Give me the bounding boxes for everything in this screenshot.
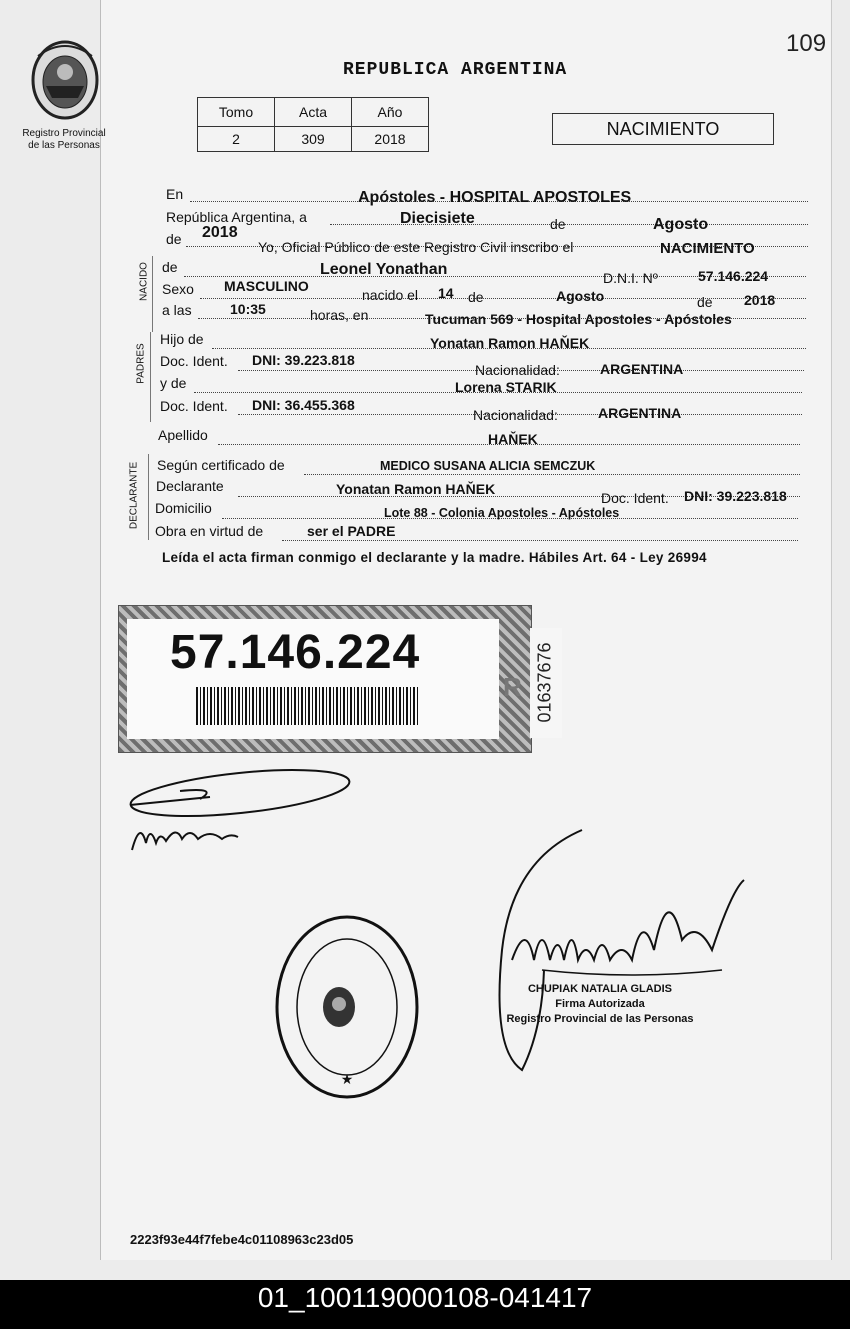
birth-year-value: 2018 — [744, 292, 776, 308]
relation-value: ser el PADRE — [307, 523, 396, 539]
surname-value: HAŇEK — [488, 431, 538, 447]
closing-text: Leída el acta firman conmigo el declarante y la madre. Hábiles Art. 64 - Ley 26994 — [162, 550, 707, 565]
label-nacido-el: nacido el — [362, 287, 419, 303]
address-value: Lote 88 - Colonia Apostoles - Apóstoles — [384, 506, 620, 520]
tomo-value: 2 — [198, 127, 275, 152]
barcode-icon — [196, 687, 420, 725]
dotted-line — [200, 298, 806, 299]
label-declarante: Declarante — [156, 478, 224, 494]
label-doc-ident-declarant: Doc. Ident. — [601, 490, 669, 506]
birth-month-value: Agosto — [556, 288, 605, 304]
mother-name-value: Lorena STARIK — [455, 379, 557, 395]
anio-header: Año — [352, 98, 429, 127]
dotted-line — [304, 474, 800, 475]
label-obra: Obra en virtud de — [155, 523, 264, 539]
section-divider — [150, 332, 151, 422]
sex-value: MASCULINO — [224, 278, 309, 294]
birth-day-value: 14 — [438, 285, 454, 301]
anio-value: 2018 — [352, 127, 429, 152]
svg-text:★: ★ — [340, 1071, 354, 1087]
section-label-nacido: NACIDO — [138, 262, 150, 301]
label-en: En — [166, 186, 184, 202]
label-a-las: a las — [162, 302, 192, 318]
label-republica: República Argentina, a — [166, 209, 307, 225]
section-label-declarante: DECLARANTE — [128, 461, 140, 530]
label-apellido: Apellido — [158, 427, 208, 443]
month-value: Agosto — [653, 216, 709, 233]
declarant-doc-value: DNI: 39.223.818 — [684, 488, 787, 504]
signature-block — [500, 982, 700, 1027]
label-dni: D.N.I. Nº — [603, 270, 658, 286]
document-hash: 2223f93e44f7febe4c01108963c23d05 — [130, 1232, 354, 1247]
father-doc-value: DNI: 39.223.818 — [252, 352, 355, 368]
province-emblem-icon — [28, 36, 102, 124]
label-hijo-de: Hijo de — [160, 331, 204, 347]
signer-title: Firma Autorizada — [555, 998, 645, 1010]
tomo-acta-table — [197, 97, 429, 152]
label-segun: Según certificado de — [157, 457, 285, 473]
section-label-padres: PADRES — [135, 343, 147, 384]
label-horas: horas, en — [310, 307, 369, 323]
tomo-header: Tomo — [198, 98, 275, 127]
label-nacionalidad-father: Nacionalidad: — [475, 362, 560, 378]
signer-name: CHUPIAK NATALIA GLADIS — [527, 983, 672, 995]
official-seal-icon — [272, 912, 422, 1102]
footer-code: 01_100119000108-041417 — [257, 1282, 593, 1313]
declarant-signature-icon — [120, 765, 360, 860]
label-de-name: de — [162, 259, 178, 275]
acta-header: Acta — [275, 98, 352, 127]
label-sexo: Sexo — [162, 281, 194, 297]
declarant-value: Yonatan Ramon HAŇEK — [336, 481, 496, 497]
label-de-birth-year: de — [697, 294, 713, 310]
page-number: 109 — [786, 30, 827, 57]
label-nacionalidad-mother: Nacionalidad: — [473, 407, 558, 423]
label-doc-ident-mother: Doc. Ident. — [160, 398, 228, 414]
signer-org: Registro Provincial de las Personas — [506, 1013, 694, 1025]
dni-value: 57.146.224 — [698, 268, 769, 284]
agency-name: Registro Provincial de las Personas — [22, 128, 106, 151]
authorized-signature-icon — [482, 820, 752, 1090]
year-value: 2018 — [202, 224, 238, 241]
label-y-de: y de — [160, 375, 187, 391]
father-nationality-value: ARGENTINA — [600, 361, 684, 377]
birth-place-value: Tucuman 569 - Hospital Apostoles - Apóstoles — [425, 311, 732, 327]
mother-nationality-value: ARGENTINA — [598, 405, 682, 421]
sticker-serial: 01637676 — [534, 642, 555, 723]
id-number: 57.146.224 — [170, 626, 421, 679]
section-divider — [152, 256, 153, 332]
child-name-value: Leonel Yonathan — [320, 261, 448, 278]
label-yo: Yo, Oficial Público de este Registro Civil inscribo el — [258, 239, 574, 255]
certificate-value: MEDICO SUSANA ALICIA SEMCZUK — [380, 459, 596, 473]
label-domicilio: Domicilio — [155, 500, 212, 516]
place-value: Apóstoles - HOSPITAL APOSTOLES — [358, 189, 632, 206]
dotted-line — [282, 540, 798, 541]
section-divider — [148, 454, 149, 540]
day-text-value: Diecisiete — [400, 210, 475, 227]
label-doc-ident-father: Doc. Ident. — [160, 353, 228, 369]
mother-doc-value: DNI: 36.455.368 — [252, 397, 355, 413]
sticker-letter: R — [503, 672, 522, 702]
acta-value: 309 — [275, 127, 352, 152]
label-de-year: de — [166, 231, 182, 247]
label-de: de — [550, 216, 566, 232]
record-type-box: NACIMIENTO — [552, 113, 774, 145]
hour-value: 10:35 — [230, 301, 266, 317]
father-name-value: Yonatan Ramon HAŇEK — [430, 335, 590, 351]
page-title: REPUBLICA ARGENTINA — [343, 60, 568, 80]
label-de-month: de — [468, 289, 484, 305]
act-value: NACIMIENTO — [660, 240, 755, 257]
